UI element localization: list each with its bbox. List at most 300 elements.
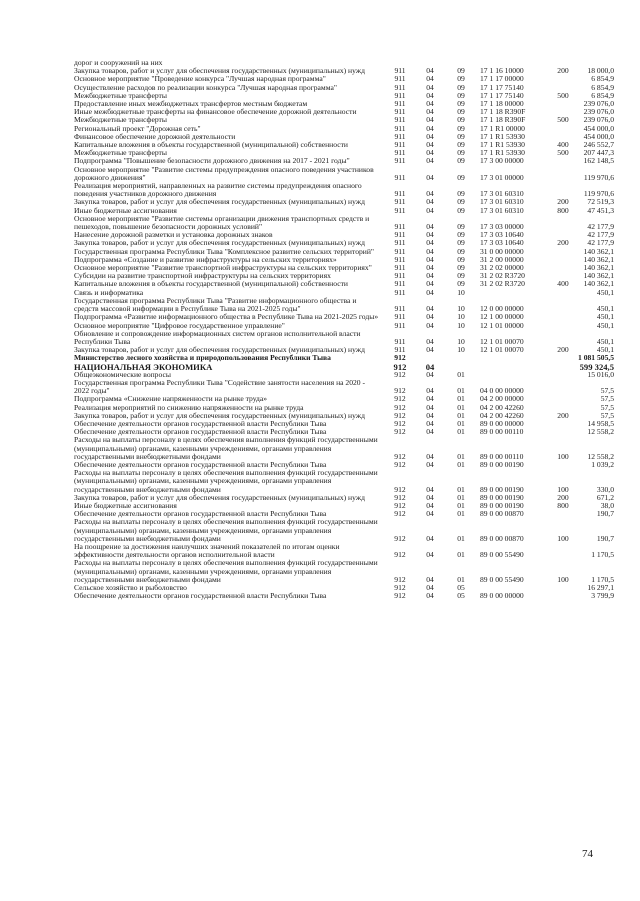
row-expense-type: [548, 313, 578, 321]
row-amount: 6 854,9: [591, 82, 614, 92]
table-row: [74, 166, 614, 182]
row-expense-type: [548, 256, 578, 264]
row-name: Закупка товаров, работ и услуг для обеспечения государственных (муниципальных) нужд: [74, 345, 365, 355]
row-section-code: 04: [426, 492, 434, 502]
row-expense-type: [548, 100, 578, 108]
row-expense-type: [548, 592, 578, 600]
row-admin-code: 912: [394, 386, 406, 396]
row-target-article: 31 2 02 00000: [480, 263, 524, 273]
row-admin-code: 912: [394, 451, 406, 461]
row-admin-code: 911: [394, 336, 406, 346]
table-row: [74, 543, 614, 559]
row-section-code: 04: [426, 66, 434, 76]
row-name: дорог и сооружений на них: [74, 58, 163, 67]
row-subsection-code: [444, 354, 478, 362]
table-row: [74, 436, 614, 461]
row-target-article: 12 1 01 00070: [480, 345, 524, 355]
row-amount: 18 000,0: [587, 66, 614, 76]
row-admin-code: 911: [394, 123, 406, 133]
row-target-article: 17 1 18 00000: [480, 99, 524, 109]
row-name: Иные бюджетные ассигнования: [74, 500, 177, 510]
row-subsection-code: 10: [457, 320, 465, 330]
row-subsection-code: 09: [457, 230, 465, 240]
row-name: Подпрограмма «Развитие информационного общества в Республике Тыва на 2021-2025 годы»: [74, 312, 379, 322]
row-amount: 6 854,9: [591, 74, 614, 84]
row-name: Финансовое обеспечение дорожной деятельности: [74, 131, 236, 141]
table-row: [74, 182, 614, 198]
row-section-code: 04: [426, 254, 434, 264]
row-expense-type: [548, 354, 578, 362]
row-section-code: 04: [426, 386, 434, 396]
row-section-code: 04: [426, 82, 434, 92]
row-admin-code: 912: [394, 369, 406, 379]
row-section-code: 04: [426, 107, 434, 117]
row-section-code: 04: [426, 304, 434, 314]
row-target-article: 17 3 03 10640: [480, 230, 524, 240]
row-expense-type: [548, 166, 578, 182]
row-subsection-code: 01: [457, 427, 465, 437]
row-admin-code: 912: [394, 410, 406, 420]
row-section-code: 04: [426, 345, 434, 355]
table-row: [74, 592, 614, 600]
row-amount: 3 799,9: [591, 591, 614, 601]
row-target-article: 17 1 16 10000: [480, 66, 524, 76]
row-name: Закупка товаров, работ и услуг для обеспечения государственных (муниципальных) нужд: [74, 238, 365, 248]
row-name: Государственная программа Республики Тыва "Комплексное развитие сельских территорий": [74, 246, 375, 256]
row-amount: 6 854,9: [591, 90, 614, 100]
row-expense-type: [548, 125, 578, 133]
row-name: Министерство лесного хозяйства и природопользования Республики Тыва: [74, 353, 331, 363]
row-subsection-code: 09: [457, 222, 465, 232]
row-expense-type: [548, 428, 578, 436]
row-name: Капитальные вложения в объекты государственной (муниципальной) собственности: [74, 140, 348, 150]
row-admin-code: 911: [394, 304, 406, 314]
row-admin-code: 911: [394, 107, 406, 117]
row-subsection-code: 01: [457, 500, 465, 510]
row-name: Реализация мероприятий, направленных на развитие системы предупреждения опасного поведения участников дорожного движения: [74, 181, 362, 199]
row-section-code: 04: [425, 361, 435, 372]
row-admin-code: 911: [394, 148, 406, 158]
row-amount: 42 177,9: [587, 230, 614, 240]
table-row: [74, 297, 614, 313]
row-admin-code: 911: [394, 254, 406, 264]
row-subsection-code: 09: [457, 156, 465, 166]
row-target-article: 89 0 00 00190: [480, 500, 524, 510]
row-name: Подпрограмма "Повышение безопасности дорожного движения на 2017 - 2021 годы": [74, 156, 350, 166]
row-name: Обеспечение деятельности органов государственной власти Республики Тыва: [74, 418, 327, 428]
row-subsection-code: 05: [457, 583, 465, 592]
row-expense-type: 800: [557, 205, 569, 215]
row-admin-code: 912: [394, 509, 406, 519]
row-target-article: 04 0 00 00000: [480, 386, 524, 396]
row-target-article: 12 1 01 00070: [480, 336, 524, 346]
row-section-code: 04: [426, 230, 434, 240]
row-section-code: 04: [426, 246, 434, 256]
row-section-code: 04: [426, 238, 434, 248]
row-amount: 12 558,2: [587, 451, 614, 461]
row-name: Расходы на выплаты персоналу в целях обеспечения выполнения функций государственными (муниципальными) органами, казенными учреждениями, органами управления государственными внебюджетными фондами: [74, 517, 378, 543]
row-section-code: 04: [426, 410, 434, 420]
row-admin-code: 911: [394, 189, 406, 199]
row-expense-type: [548, 248, 578, 256]
row-section-code: 04: [426, 427, 434, 437]
row-name: Подпрограмма «Создание и развитие инфраструктуры на сельских территориях»: [74, 254, 337, 264]
row-subsection-code: 09: [457, 254, 465, 264]
row-admin-code: 912: [394, 353, 406, 363]
row-admin-code: 911: [394, 345, 406, 355]
row-amount: 190,7: [596, 509, 614, 519]
row-admin-code: 911: [394, 205, 406, 215]
row-subsection-code: 09: [457, 246, 465, 256]
row-section-code: 04: [426, 140, 434, 150]
row-target-article: 89 0 00 00000: [480, 418, 524, 428]
table-row: [74, 469, 614, 494]
page-number: 74: [582, 848, 593, 860]
row-section-code: 04: [426, 123, 434, 133]
row-target-article: 12 1 00 00000: [480, 312, 524, 322]
row-expense-type: [548, 420, 578, 428]
row-subsection-code: 09: [457, 74, 465, 84]
row-target-article: 12 0 00 00000: [480, 304, 524, 314]
row-subsection-code: 01: [457, 550, 465, 560]
row-name: Закупка товаров, работ и услуг для обеспечения государственных (муниципальных) нужд: [74, 492, 365, 502]
row-expense-type: [548, 289, 578, 297]
row-amount: 190,7: [596, 533, 614, 543]
row-subsection-code: 10: [457, 336, 465, 346]
row-expense-type: [548, 395, 578, 403]
row-subsection-code: 09: [457, 263, 465, 273]
row-admin-code: 912: [394, 484, 406, 494]
row-section-code: 04: [426, 99, 434, 109]
row-name: Субсидии на развитие транспортной инфраструктуры на сельских территориях: [74, 271, 331, 281]
row-name: Подпрограмма «Снижение напряженности на рынке труда»: [74, 394, 268, 404]
row-name: Основное мероприятие "Цифровое государственное управление": [74, 320, 285, 330]
row-section-code: 04: [426, 279, 434, 289]
row-section-code: 04: [426, 583, 434, 592]
row-name: Основное мероприятие "Развитие системы предупреждения опасного поведения участников дорожного движения": [74, 164, 374, 182]
row-amount: 15 016,0: [587, 369, 614, 379]
row-section-code: 04: [426, 115, 434, 125]
row-expense-type: [548, 264, 578, 272]
row-admin-code: 912: [394, 500, 406, 510]
row-section-code: 04: [426, 533, 434, 543]
row-admin-code: 911: [394, 230, 406, 240]
row-admin-code: 912: [394, 394, 406, 404]
row-name: Государственная программа Республики Тыва "Содействие занятости населения на 2020 - 2022 годы": [74, 377, 366, 396]
row-target-article: 89 0 00 55490: [480, 574, 524, 584]
row-amount: 671,2: [596, 492, 614, 502]
row-admin-code: 912: [394, 492, 406, 502]
row-target-article: 89 0 00 00870: [480, 533, 524, 543]
row-amount: 599 324,5: [579, 361, 614, 372]
row-target-article: 17 1 18 R390F: [480, 115, 526, 125]
row-expense-type: 200: [557, 66, 569, 76]
row-expense-type: 200: [557, 238, 569, 248]
row-section-code: 04: [426, 509, 434, 519]
row-expense-type: [548, 363, 578, 371]
row-name: НАЦИОНАЛЬНАЯ ЭКОНОМИКА: [74, 361, 213, 372]
row-amount: 450,1: [596, 336, 614, 346]
row-amount: 140 362,1: [583, 254, 614, 264]
row-amount: 16 297,1: [587, 583, 614, 592]
row-expense-type: 100: [557, 574, 569, 584]
row-amount: 57,5: [600, 386, 614, 396]
row-section-code: 04: [426, 222, 434, 232]
row-admin-code: 911: [394, 287, 406, 297]
row-amount: 450,1: [596, 345, 614, 355]
row-amount: 57,5: [600, 394, 614, 404]
row-subsection-code: 09: [457, 66, 465, 76]
row-subsection-code: 09: [457, 148, 465, 158]
row-name: Обеспечение деятельности органов государственной власти Республики Тыва: [74, 427, 327, 437]
row-admin-code: 912: [394, 574, 406, 584]
row-amount: 450,1: [596, 320, 614, 330]
row-amount: 454 000,0: [583, 131, 614, 141]
row-amount: 454 000,0: [583, 123, 614, 133]
row-subsection-code: 01: [457, 492, 465, 502]
row-section-code: 04: [426, 197, 434, 207]
row-amount: 1 039,2: [591, 459, 614, 469]
row-name: Иные бюджетные ассигнования: [74, 205, 177, 215]
row-subsection-code: 10: [457, 345, 465, 355]
row-name: Государственная программа Республики Тыва "Развитие информационного общества и средств массовой информации в Республике Тыва на 2021-2025 годы": [74, 295, 357, 314]
table-row: [74, 330, 614, 346]
row-subsection-code: 09: [457, 90, 465, 100]
row-admin-code: 912: [394, 459, 406, 469]
row-target-article: 17 3 01 00000: [480, 172, 524, 182]
row-expense-type: [548, 157, 578, 165]
row-expense-type: [548, 584, 578, 592]
row-expense-type: [548, 330, 578, 346]
row-name: Обеспечение деятельности органов государственной власти Республики Тыва: [74, 509, 327, 519]
row-amount: 1 170,5: [591, 574, 614, 584]
table-row: [74, 280, 614, 288]
row-amount: 1 081 505,5: [578, 353, 615, 363]
row-admin-code: 912: [394, 427, 406, 437]
row-target-article: 31 2 02 R3720: [480, 279, 525, 289]
table-row: [74, 559, 614, 584]
row-section-code: 04: [426, 591, 434, 601]
row-subsection-code: 01: [457, 533, 465, 543]
row-expense-type: 400: [557, 279, 569, 289]
row-name: Реализация мероприятий по снижению напряженности на рынке труда: [74, 402, 304, 412]
row-admin-code: 911: [394, 279, 406, 289]
row-admin-code: 911: [394, 156, 406, 166]
row-section-code: 04: [426, 574, 434, 584]
row-name: Расходы на выплаты персоналу в целях обеспечения выполнения функций государственными (муниципальными) органами, казенными учреждениями, органами управления государственными внебюджетными фондами: [74, 435, 378, 461]
row-target-article: 17 1 17 75140: [480, 90, 524, 100]
row-admin-code: 912: [394, 550, 406, 560]
row-subsection-code: 01: [457, 459, 465, 469]
row-amount: 246 552,7: [583, 140, 614, 150]
row-expense-type: [548, 297, 578, 313]
row-target-article: [478, 354, 548, 362]
row-admin-code: 911: [394, 312, 406, 322]
row-subsection-code: 09: [457, 123, 465, 133]
row-amount: 57,5: [600, 410, 614, 420]
row-admin-code: 911: [394, 263, 406, 273]
row-amount: 12 558,2: [587, 427, 614, 437]
row-name: Связь и информатика: [74, 287, 144, 297]
row-name: Межбюджетные трансферты: [74, 90, 167, 100]
row-subsection-code: 09: [457, 238, 465, 248]
row-admin-code: 911: [394, 115, 406, 125]
row-subsection-code: 01: [457, 574, 465, 584]
row-expense-type: [548, 543, 578, 559]
row-subsection-code: 01: [457, 402, 465, 412]
row-target-article: 89 0 00 00190: [480, 459, 524, 469]
row-expense-type: 100: [557, 484, 569, 494]
row-admin-code: 912: [393, 361, 407, 372]
row-section-code: 04: [426, 312, 434, 322]
row-expense-type: 200: [557, 197, 569, 207]
row-subsection-code: 09: [457, 189, 465, 199]
row-name: Основное мероприятие "Развитие транспортной инфраструктуры на сельских территориях": [74, 263, 372, 273]
row-target-article: 89 0 00 00110: [480, 427, 524, 437]
row-amount: 140 362,1: [583, 246, 614, 256]
row-amount: 239 076,0: [583, 107, 614, 117]
row-subsection-code: 01: [457, 451, 465, 461]
row-name: Расходы на выплаты персоналу в целях обеспечения выполнения функций государственными (муниципальными) органами, казенными учреждениями, органами управления государственными внебюджетными фондами: [74, 468, 378, 494]
row-name: Межбюджетные трансферты: [74, 115, 167, 125]
row-admin-code: 912: [394, 402, 406, 412]
row-expense-type: [548, 182, 578, 198]
row-amount: 162 148,5: [583, 156, 614, 166]
row-subsection-code: 10: [457, 287, 465, 297]
row-admin-code: 911: [394, 82, 406, 92]
row-section-code: 04: [426, 90, 434, 100]
row-target-article: 17 3 01 60310: [480, 205, 524, 215]
row-subsection-code: 01: [457, 386, 465, 396]
row-target-article: 89 0 00 00870: [480, 509, 524, 519]
row-amount: 47 451,3: [587, 205, 614, 215]
row-name: На поощрение за достижения наилучших значений показателей по итогам оценки эффективности деятельности органов исполнительной власти: [74, 541, 340, 560]
row-amount: 239 076,0: [583, 115, 614, 125]
row-subsection-code: 09: [457, 172, 465, 182]
row-subsection-code: 09: [457, 279, 465, 289]
row-target-article: [478, 363, 548, 371]
row-target-article: 17 1 R1 53930: [480, 131, 525, 141]
row-amount: 140 362,1: [583, 263, 614, 273]
row-name: Обеспечение деятельности органов государственной власти Республики Тыва: [74, 459, 327, 469]
row-subsection-code: 01: [457, 394, 465, 404]
row-section-code: 04: [426, 148, 434, 158]
row-section-code: 04: [426, 369, 434, 379]
row-name: Основное мероприятие "Проведение конкурса "Лучшая народная программа": [74, 74, 326, 84]
row-section-code: 04: [426, 418, 434, 428]
row-expense-type: 200: [557, 410, 569, 420]
row-admin-code: 911: [394, 74, 406, 84]
row-name: Обновление и сопровождение информационных систем органов исполнительной власти Республики Тыва: [74, 328, 361, 346]
row-expense-type: 400: [557, 140, 569, 150]
row-target-article: 04 2 00 00000: [480, 394, 524, 404]
row-admin-code: 912: [394, 591, 406, 601]
row-amount: 1 170,5: [591, 550, 614, 560]
row-amount: 140 362,1: [583, 279, 614, 289]
row-name: Капитальные вложения в объекты государственной (муниципальной) собственности: [74, 279, 348, 289]
row-subsection-code: 01: [457, 410, 465, 420]
row-subsection-code: 09: [457, 99, 465, 109]
row-amount: 239 076,0: [583, 99, 614, 109]
row-admin-code: 911: [394, 66, 406, 76]
row-subsection-code: 09: [457, 205, 465, 215]
row-expense-type: 100: [557, 451, 569, 461]
row-subsection-code: 09: [457, 107, 465, 117]
row-target-article: 89 0 00 00190: [480, 492, 524, 502]
row-amount: 207 447,3: [583, 148, 614, 158]
row-admin-code: 912: [394, 418, 406, 428]
row-expense-type: 200: [557, 345, 569, 355]
row-name: Региональный проект "Дорожная сеть": [74, 123, 201, 133]
table-row: [74, 518, 614, 543]
row-admin-code: 911: [394, 320, 406, 330]
row-expense-type: 800: [557, 500, 569, 510]
row-expense-type: [548, 322, 578, 330]
row-target-article: 17 1 17 75140: [480, 82, 524, 92]
row-section-code: 04: [426, 451, 434, 461]
row-target-article: 17 1 18 R390F: [480, 107, 526, 117]
row-section-code: 04: [426, 402, 434, 412]
budget-rows: [74, 59, 614, 600]
row-subsection-code: 01: [457, 484, 465, 494]
row-target-article: 89 0 00 00110: [480, 451, 524, 461]
row-section-code: 04: [426, 74, 434, 84]
row-admin-code: 911: [394, 99, 406, 109]
row-expense-type: 100: [557, 533, 569, 543]
row-expense-type: [548, 461, 578, 469]
row-target-article: 12 1 01 00000: [480, 320, 524, 330]
row-admin-code: 911: [394, 271, 406, 281]
row-admin-code: 911: [394, 246, 406, 256]
row-section-code: 04: [426, 394, 434, 404]
row-amount: 42 177,9: [587, 222, 614, 232]
row-name: Предоставление иных межбюджетных трансфертов местным бюджетам: [74, 99, 308, 109]
row-expense-type: 500: [557, 148, 569, 158]
row-subsection-code: 10: [457, 312, 465, 322]
budget-table: [74, 59, 614, 600]
row-target-article: 17 3 03 00000: [480, 222, 524, 232]
row-section-code: 04: [426, 131, 434, 141]
row-name: Основное мероприятие "Развитие системы организации движения транспортных средств и пешеходов, повышение безопасности дорожных условий": [74, 213, 370, 232]
row-name: Сельское хозяйство и рыболовство: [74, 583, 187, 592]
row-target-article: [478, 371, 548, 379]
row-target-article: 89 0 00 00190: [480, 484, 524, 494]
row-subsection-code: 09: [457, 115, 465, 125]
row-section-code: 04: [426, 484, 434, 494]
row-name: Общеэкономические вопросы: [74, 369, 171, 379]
row-admin-code: 911: [394, 197, 406, 207]
row-expense-type: [548, 215, 578, 231]
row-name: Обеспечение деятельности органов государственной власти Республики Тыва: [74, 591, 327, 601]
row-admin-code: 911: [394, 140, 406, 150]
row-amount: 140 362,1: [583, 271, 614, 281]
row-section-code: 04: [426, 459, 434, 469]
row-subsection-code: 09: [457, 197, 465, 207]
row-section-code: 04: [426, 189, 434, 199]
row-admin-code: 911: [394, 172, 406, 182]
row-section-code: 04: [426, 271, 434, 281]
row-expense-type: [548, 371, 578, 379]
row-subsection-code: 10: [457, 304, 465, 314]
row-admin-code: 911: [394, 238, 406, 248]
row-target-article: 17 1 R1 00000: [480, 123, 525, 133]
row-target-article: 31 2 00 00000: [480, 254, 524, 264]
row-name: Закупка товаров, работ и услуг для обеспечения государственных (муниципальных) нужд: [74, 66, 365, 76]
row-admin-code: 912: [394, 583, 406, 592]
row-admin-code: 912: [394, 533, 406, 543]
row-target-article: [478, 289, 548, 297]
row-target-article: 17 1 R1 53930: [480, 140, 525, 150]
